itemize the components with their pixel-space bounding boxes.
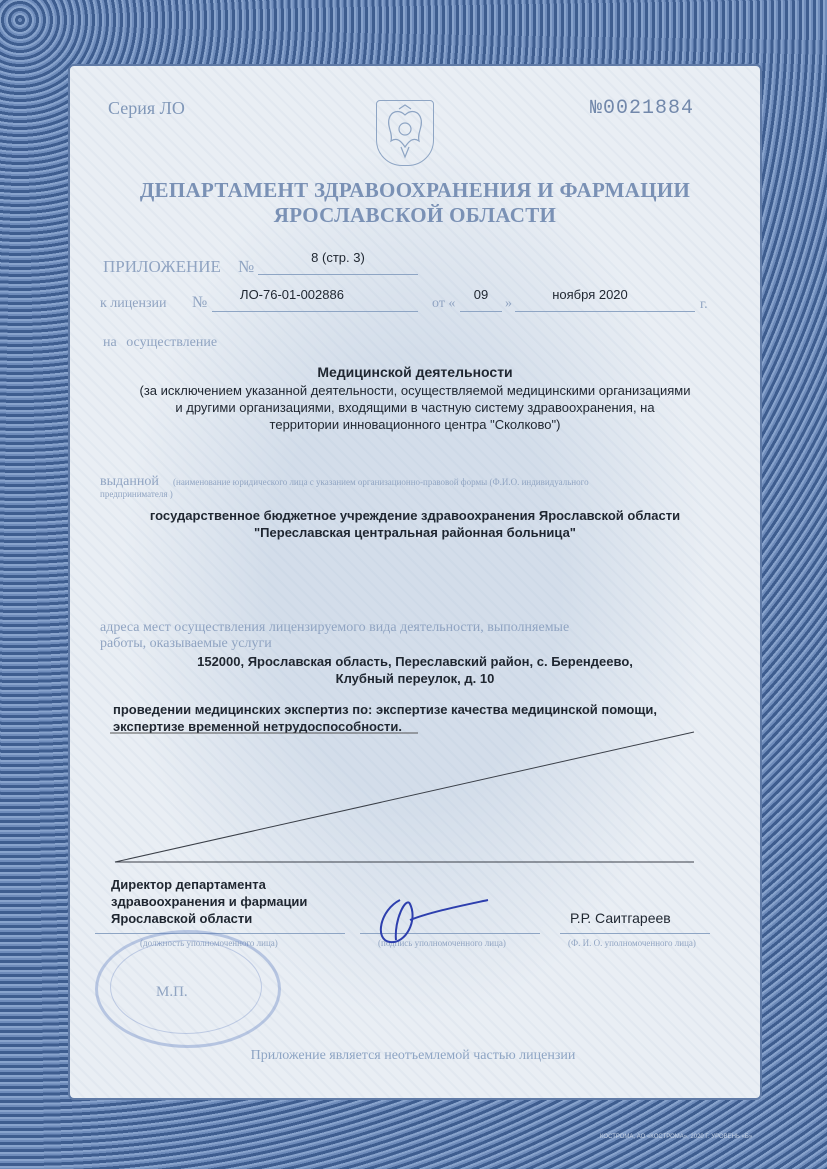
works-list-line: экспертизе временной нетрудоспособности. <box>113 719 403 734</box>
signature-icon <box>360 880 510 960</box>
series-label: Серия ЛО <box>108 98 185 118</box>
address-value-line: Клубный переулок, д. 10 <box>335 671 495 686</box>
signature-hint: (подпись уполномоченного лица) <box>378 938 506 948</box>
works-list-line: проведении медицинских экспертиз по: экспертизе качества медицинской помощи, <box>113 702 657 717</box>
appendix-label: ПРИЛОЖЕНИЕ <box>103 257 221 276</box>
activity-note-line: (за исключением указанной деятельности, осуществляемой медицинскими организациями <box>139 383 691 398</box>
address-label-line: адреса мест осуществления лицензируемого вида деятельности, выполняемые <box>100 620 570 635</box>
signatory-position <box>111 876 307 927</box>
license-year-suffix: г. <box>700 297 708 312</box>
issued-hint-line2: предпринимателя ) <box>100 489 173 499</box>
signatory-position-line: Ярославской области <box>111 911 253 926</box>
footer-note: Приложение является неотъемлемой частью лицензии <box>250 1048 576 1063</box>
form-number: №0021884 <box>590 97 695 120</box>
activity-title: Медицинской деятельности <box>317 364 513 380</box>
license-label: к лицензии <box>100 296 167 311</box>
signatory-position-line: Директор департамента <box>111 877 266 892</box>
appendix-number-sign: № <box>238 257 255 276</box>
activity-note-line: территории инновационного центра "Сколково") <box>269 417 561 432</box>
address-label-line: работы, оказываемые услуги <box>100 636 272 651</box>
name-hint: (Ф. И. О. уполномоченного лица) <box>568 938 696 948</box>
issued-organization-line: государственное бюджетное учреждение здравоохранения Ярославской области <box>149 508 681 523</box>
license-month-year: ноября 2020 <box>552 287 628 302</box>
seal-label: М.П. <box>156 984 188 1000</box>
name-line <box>560 933 710 934</box>
license-date-from-label: от « <box>432 296 456 311</box>
license-number-sign: № <box>192 294 208 311</box>
address-value-line: 152000, Ярославская область, Переславский район, с. Берендеево, <box>197 654 633 669</box>
department-title-line: ДЕПАРТАМЕНТ ЗДРАВООХРАНЕНИЯ И ФАРМАЦИИ <box>139 178 691 202</box>
activity-note-line: и другими организациями, входящими в частную систему здравоохранения, на <box>175 400 655 415</box>
issued-label: выданной <box>100 474 159 489</box>
issued-organization-line: "Переславская центральная районная больница" <box>254 525 576 540</box>
issued-hint-line1: (наименование юридического лица с указанием организационно-правовой формы (Ф.И.О. индивидуального <box>173 477 589 487</box>
appendix-number-value: 8 (стр. 3) <box>311 250 365 265</box>
position-hint: (должность уполномоченного лица) <box>140 938 278 948</box>
department-title-line: ЯРОСЛАВСКОЙ ОБЛАСТИ <box>273 203 557 227</box>
activity-label: на осуществление <box>103 335 218 350</box>
license-number-value: ЛО-76-01-002886 <box>240 287 344 302</box>
license-day-close: » <box>505 296 512 311</box>
signatory-position-line: здравоохранения и фармации <box>111 894 308 909</box>
printer-imprint: КОСТРОМА, АО «КОСТРОМА», 2020 Г. УРОВЕНЬ «Б» <box>600 1134 753 1140</box>
signatory-name: Р.Р. Саитгареев <box>570 910 671 926</box>
license-day-value: 09 <box>473 287 489 302</box>
